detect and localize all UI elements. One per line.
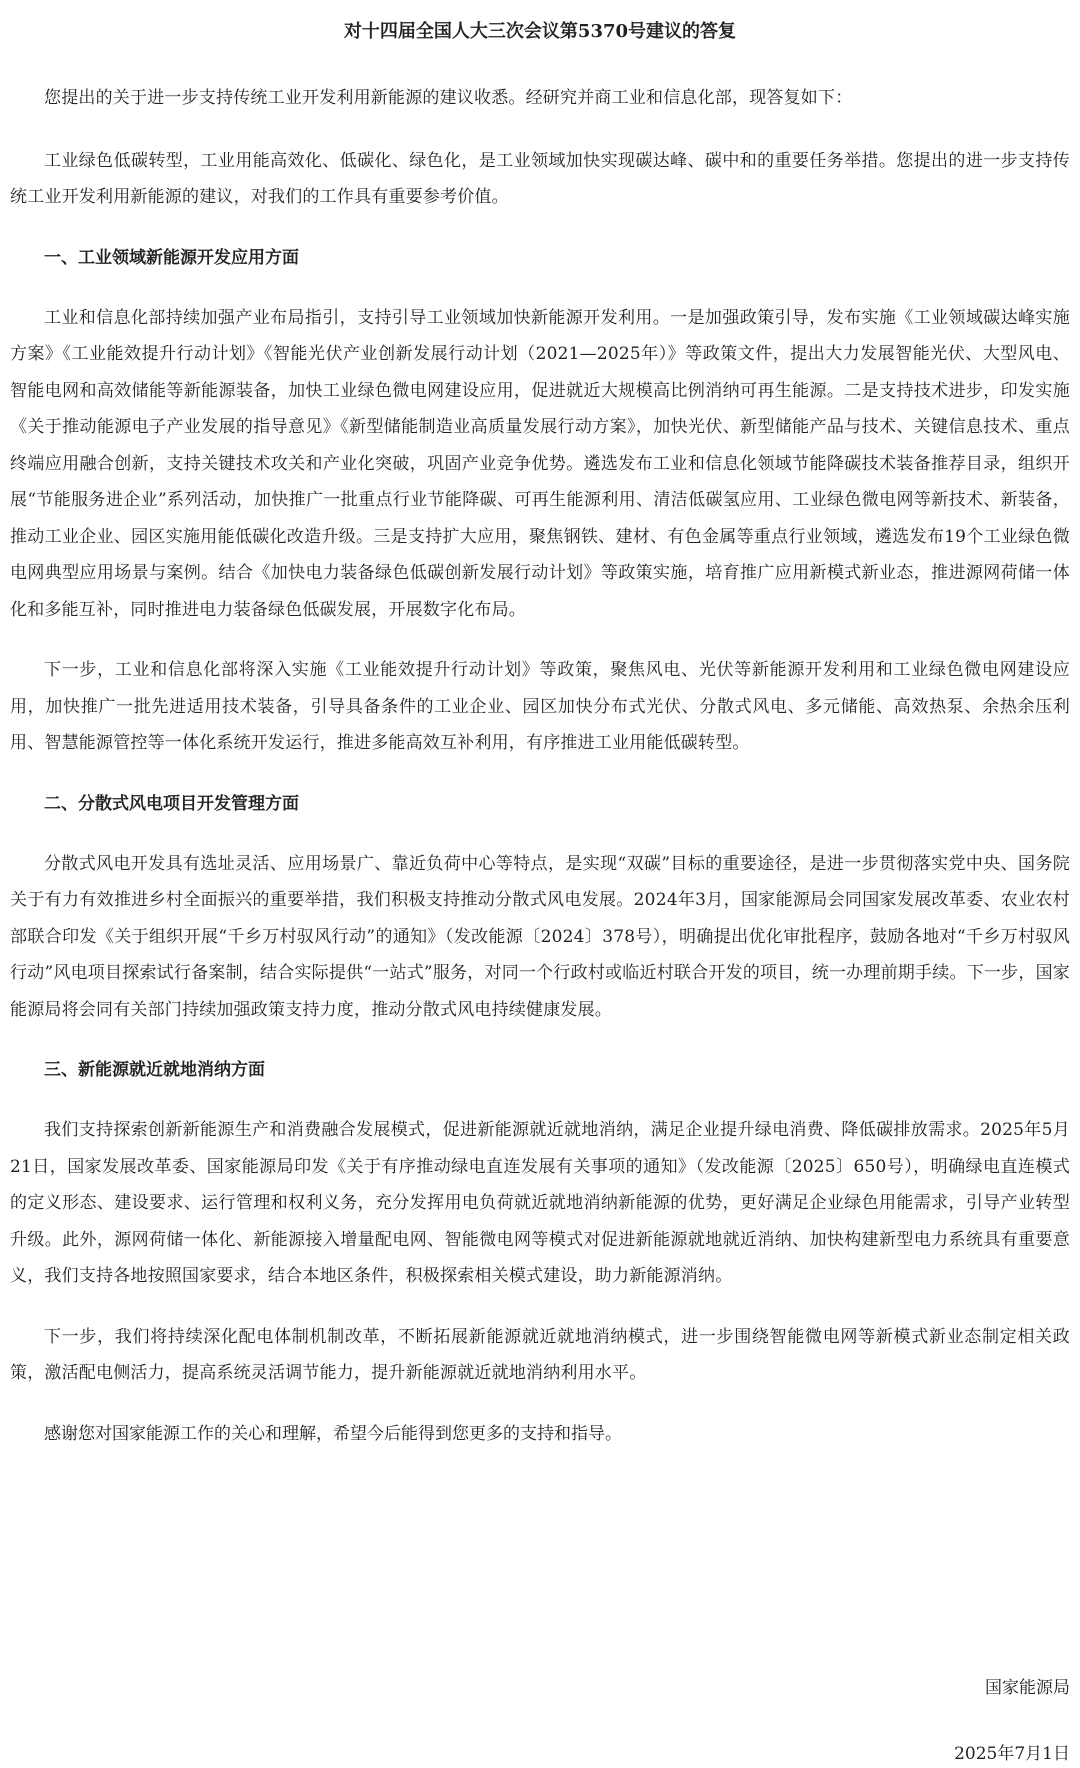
section-1: [10, 240, 1070, 762]
closing-paragraph: 感谢您对国家能源工作的关心和理解，希望今后能得到您更多的支持和指导。: [44, 1423, 622, 1444]
section-3-paragraph-1: 我们支持探索创新新能源生产和消费融合发展模式，促进新能源就近就地消纳，满足企业提升绿电消费、降低碳排放需求。2025年5月21日，国家发展改革委、国家能源局印发《关于有序推动绿电直连发展有关事项的通知》（发改能源〔2025〕650号），明确绿电直连模式的定义形态、建设要求、运行管理和权利义务，充分发挥用电负荷就近就地消纳新能源的优势，更好满足企业绿色用能需求，引导产业转型升级。此外，源网荷储一体化、新能源接入增量配电网、智能微电网等模式对促进新能源就地就近消纳、加快构建新型电力系统具有重要意义，我们支持各地按照国家要求，结合本地区条件，积极探索相关模式建设，助力新能源消纳。: [10, 1120, 1070, 1286]
document-date: 2025年7月1日: [954, 1744, 1070, 1764]
section-2-paragraph-1: 分散式风电开发具有选址灵活、应用场景广、靠近负荷中心等特点，是实现“双碳”目标的重要途径，是进一步贯彻落实党中央、国务院关于有力有效推进乡村全面振兴的重要举措，我们积极支持推动分散式风电发展。2024年3月，国家能源局会同国家发展改革委、农业农村部联合印发《关于组织开展“千乡万村驭风行动”的通知》（发改能源〔2024〕378号），明确提出优化审批程序，鼓励各地对“千乡万村驭风行动”风电项目探索试行备案制，结合实际提供“一站式”服务，对同一个行政村或临近村联合开发的项目，统一办理前期手续。下一步，国家能源局将会同有关部门持续加强政策支持力度，推动分散式风电持续健康发展。: [10, 853, 1070, 1020]
intro-paragraph: 您提出的关于进一步支持传统工业开发利用新能源的建议收悉。经研究并商工业和信息化部，现答复如下：: [44, 88, 853, 108]
section-3-paragraph-2: 下一步，我们将持续深化配电体制机制改革，不断拓展新能源就近就地消纳模式，进一步围绕智能微电网等新模式新业态制定相关政策，激活配电侧活力，提高系统灵活调节能力，提升新能源就近就地消纳利用水平。: [10, 1326, 1070, 1383]
section-3-heading: 三、新能源就近就地消纳方面: [44, 1060, 265, 1080]
section-3: [10, 1052, 1070, 1392]
section-2-heading: 二、分散式风电项目开发管理方面: [44, 793, 299, 814]
section-1-heading: 一、工业领域新能源开发应用方面: [44, 247, 299, 268]
signature: 国家能源局: [985, 1678, 1070, 1698]
section-1-paragraph-1: 工业和信息化部持续加强产业布局指引，支持引导工业领域加快新能源开发利用。一是加强政策引导，发布实施《工业领域碳达峰实施方案》《工业能效提升行动计划》《智能光伏产业创新发展行动计划（2021—2025年）》等政策文件，提出大力发展智能光伏、大型风电、智能电网和高效储能等新能源装备，加快工业绿色微电网建设应用，促进就近大规模高比例消纳可再生能源。二是支持技术进步，印发实施《关于推动能源电子产业发展的指导意见》《新型储能制造业高质量发展行动方案》，加快光伏、新型储能产品与技术、关键信息技术、重点终端应用融合创新，支持关键技术攻关和产业化突破，巩固产业竞争优势。遴选发布工业和信息化领域节能降碳技术装备推荐目录，组织开展“节能服务进企业”系列活动，加快推广一批重点行业节能降碳、可再生能源利用、清洁低碳氢应用、工业绿色微电网等新技术、新装备，推动工业企业、园区实施用能低碳化改造升级。三是支持扩大应用，聚焦钢铁、建材、有色金属等重点行业领域，遴选发布19个工业绿色微电网典型应用场景与案例。结合《加快电力装备绿色低碳创新发展行动计划》等政策实施，培育推广应用新模式新业态，推进源网荷储一体化和多能互补，同时推进电力装备绿色低碳发展，开展数字化布局。: [10, 307, 1070, 620]
section-2: [10, 786, 1070, 1029]
section-1-paragraph-2: 下一步，工业和信息化部将深入实施《工业能效提升行动计划》等政策，聚焦风电、光伏等新能源开发利用和工业绿色微电网建设应用，加快推广一批先进适用技术装备，引导具备条件的工业企业、园区加快分布式光伏、分散式风电、多元储能、高效热泵、余热余压利用、智慧能源管控等一体化系统开发运行，推进多能高效互补利用，有序推进工业用能低碳转型。: [10, 660, 1070, 753]
overview-paragraph: 工业绿色低碳转型，工业用能高效化、低碳化、绿色化，是工业领域加快实现碳达峰、碳中和的重要任务举措。您提出的进一步支持传统工业开发利用新能源的建议，对我们的工作具有重要参考价值。: [10, 150, 1070, 207]
document-title: 对十四届全国人大三次会议第5370号建议的答复: [343, 21, 737, 42]
